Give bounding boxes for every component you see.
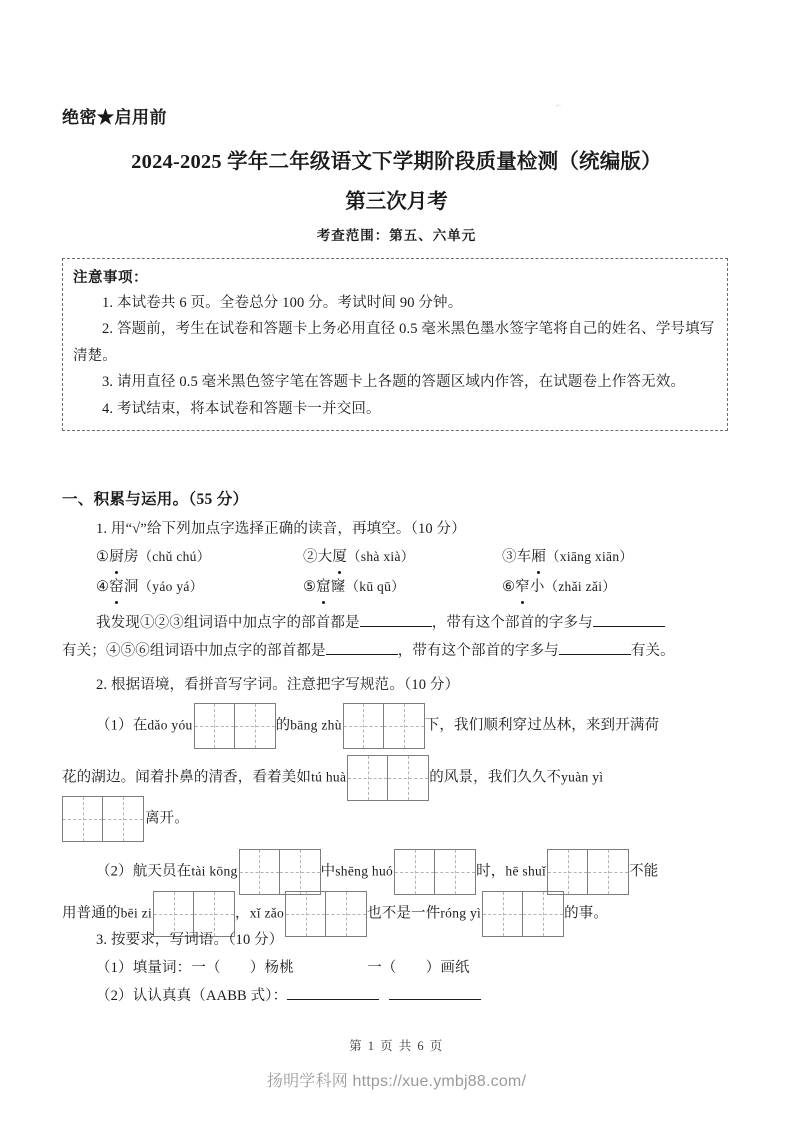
question-2-prompt: 2. 根据语境，看拼音写字词。注意把字写规范。（10 分）	[96, 677, 460, 693]
q2-p1-text6: 离开。	[145, 810, 189, 827]
q1-item-4-pinyin: （yáo yá）	[138, 579, 204, 594]
q2-p2-text8: 的事。	[564, 905, 609, 922]
q2-p2-pinyin-3: hē shuǐ	[505, 863, 547, 879]
q1-item-5-number: ⑤	[303, 579, 317, 595]
grid-cell[interactable]	[286, 892, 326, 936]
page-title: 2024-2025 学年二年级语文下学期阶段质量检测（统编版）	[131, 151, 662, 173]
q1-fill-line-a	[96, 611, 665, 636]
q1-fill-a-text2: ，带有这个部首的字多与	[431, 615, 593, 631]
question-1-prompt: 1. 用“√”给下列加点字选择正确的读音，再填空。（10 分）	[96, 521, 466, 537]
q2-p2-line1	[96, 849, 658, 895]
q3-sub-1: （1）填量词：一（ ）杨桃 一（ ）画纸	[96, 960, 470, 976]
grid-cell[interactable]	[63, 797, 103, 841]
q3-blank-1[interactable]	[287, 999, 379, 1000]
q2-p1-line2	[62, 755, 603, 801]
q1-item-1-dotted-char: 厨	[109, 545, 124, 570]
site-watermark: 扬明学科网 https://xue.ymbj88.com/	[266, 1073, 527, 1090]
notice-item: 2. 答题前，考生在试卷和答题卡上务必用直径 0.5 毫米黑色墨水签字笔将自己的姓名、学号填写清楚。	[73, 321, 715, 364]
q2-p1-text3: 下，我们顺利穿过丛林，来到开满荷	[424, 717, 660, 734]
q3-sub-2	[96, 984, 481, 1009]
grid-cell[interactable]	[523, 892, 563, 936]
q1-blank-4[interactable]	[559, 654, 631, 655]
q2-p2-label: （2）	[96, 863, 133, 880]
writing-grid[interactable]	[547, 849, 629, 895]
q1-item-4-word-rest: 洞	[123, 579, 139, 595]
grid-cell[interactable]	[384, 704, 424, 748]
q1-item-6-word-rest: 小	[529, 579, 545, 595]
grid-cell[interactable]	[326, 892, 366, 936]
q2-p2-pinyin-6: róng yì	[440, 905, 482, 921]
section-heading-one: 一、积累与运用。（55 分）	[62, 491, 249, 508]
q2-p2-text5: 用普通的	[62, 905, 121, 922]
q1-item-3-pinyin: （xiāng xiān）	[545, 549, 634, 564]
q2-p1-text5: 的风景，我们久久不	[429, 769, 562, 786]
q1-item-5	[303, 575, 405, 600]
grid-cell[interactable]	[395, 850, 435, 894]
writing-grid[interactable]	[347, 755, 429, 801]
writing-grid[interactable]	[285, 891, 367, 937]
q1-item-6-dotted-char: 窄	[515, 575, 530, 600]
page-subtitle: 第三次月考	[345, 191, 448, 213]
q1-item-3	[502, 545, 633, 570]
q2-p1-text4: 花的湖边。闻着扑鼻的清香，看着美如	[62, 769, 312, 786]
q2-p1-pinyin-1: dǎo yóu	[147, 717, 193, 733]
q1-item-3-number: ③	[502, 549, 517, 565]
q1-item-3-dotted-char: 厢	[531, 545, 546, 570]
q2-p1-pinyin-2: bāng zhù	[290, 717, 342, 733]
grid-cell[interactable]	[588, 850, 628, 894]
grid-cell[interactable]	[195, 704, 235, 748]
q2-p1-label: （1）	[96, 717, 133, 734]
q1-item-2	[303, 545, 415, 570]
writing-grid[interactable]	[482, 891, 564, 937]
grid-cell[interactable]	[388, 756, 428, 800]
q1-item-4	[96, 575, 203, 600]
notice-item: 1. 本试卷共 6 页。全卷总分 100 分。考试时间 90 分钟。	[102, 295, 463, 311]
q2-p2-text2: 中	[320, 863, 336, 880]
q1-item-6-number: ⑥	[502, 579, 516, 595]
q2-p1-text1: 在	[132, 717, 148, 734]
q1-item-4-number: ④	[96, 579, 110, 595]
q1-item-6-pinyin: （zhǎi zǎi）	[544, 579, 617, 594]
grid-cell[interactable]	[483, 892, 523, 936]
grid-cell[interactable]	[344, 704, 384, 748]
q1-item-1-word-rest: 房	[123, 549, 139, 565]
q1-fill-b-text2: ，带有这个部首的字多与	[397, 643, 559, 659]
q2-p2-pinyin-5: xǐ zǎo	[249, 905, 285, 921]
q1-item-2-pinyin: （shà xià）	[346, 549, 415, 564]
q2-p1-text2: 的	[275, 717, 291, 734]
q1-fill-b-text3: 有关。	[630, 643, 675, 659]
writing-grid[interactable]	[62, 796, 144, 842]
q3-blank-2[interactable]	[389, 999, 481, 1000]
grid-cell[interactable]	[103, 797, 143, 841]
q2-p1-line3	[62, 796, 189, 842]
page-corner-mark: ⌐	[556, 100, 562, 110]
q2-p1-pinyin-4: yuàn yì	[561, 769, 604, 785]
question-3-prompt: 3. 按要求，写词语。（10 分）	[96, 932, 284, 948]
q1-item-1	[96, 545, 211, 570]
q1-blank-2[interactable]	[593, 626, 665, 627]
notice-item: 3. 请用直径 0.5 毫米黑色签字笔在答题卡上各题的答题区域内作答，在试题卷上作答无效。	[102, 374, 686, 391]
exam-scope: 考查范围：第五、六单元	[316, 228, 477, 243]
q1-item-2-word-pre: 大	[317, 549, 333, 565]
grid-cell[interactable]	[240, 850, 280, 894]
q1-item-3-word-pre: 车	[516, 549, 532, 565]
q2-p2-text3: 时，	[476, 863, 506, 880]
writing-grid[interactable]	[194, 703, 276, 749]
q2-p2-pinyin-1: tài kōng	[191, 863, 238, 879]
q1-item-6	[502, 575, 616, 600]
q1-item-2-dotted-char: 厦	[332, 545, 347, 570]
q1-item-4-dotted-char: 窑	[109, 575, 124, 600]
secret-label: 绝密★启用前	[62, 108, 167, 127]
grid-cell[interactable]	[235, 704, 275, 748]
q1-fill-a-text1: 我发现①②③组词语中加点字的部首都是	[96, 615, 360, 631]
q3-sub-2-label: （2）认认真真（AABB 式）：	[96, 988, 288, 1004]
q2-p1-pinyin-3: tú huà	[311, 769, 347, 785]
q1-item-5-pinyin: （kū qū）	[345, 579, 405, 594]
q1-item-2-number: ②	[303, 549, 318, 565]
grid-cell[interactable]	[548, 850, 588, 894]
q1-item-1-number: ①	[96, 549, 110, 565]
q1-blank-1[interactable]	[360, 626, 432, 627]
page-number: 第 1 页 共 6 页	[349, 1039, 444, 1053]
q2-p2-text1: 航天员在	[132, 863, 192, 880]
q1-fill-b-text1: 有关；④⑤⑥组词语中加点字的部首都是	[62, 643, 326, 659]
q2-p2-pinyin-4: bēi zi	[120, 905, 153, 921]
q2-p1-line1	[96, 703, 659, 749]
grid-cell[interactable]	[348, 756, 388, 800]
q1-item-5-word-rest: 窿	[330, 579, 346, 595]
notice-box	[62, 258, 728, 431]
q1-item-1-pinyin: （chǔ chú）	[138, 549, 211, 564]
grid-cell[interactable]	[280, 850, 320, 894]
writing-grid[interactable]	[343, 703, 425, 749]
writing-grid[interactable]	[239, 849, 321, 895]
notice-item: 4. 考试结束，将本试卷和答题卡一并交回。	[102, 400, 381, 417]
q2-p2-text7: 也不是一件	[367, 905, 441, 922]
writing-grid[interactable]	[394, 849, 476, 895]
q1-fill-line-b	[62, 639, 675, 664]
q2-p2-text4: 不能	[629, 863, 659, 880]
q2-p2-pinyin-2: shēng huó	[335, 863, 394, 879]
grid-cell[interactable]	[435, 850, 475, 894]
notice-title: 注意事项：	[73, 270, 148, 286]
q1-blank-3[interactable]	[326, 654, 398, 655]
q2-p2-text6: ，	[235, 905, 250, 922]
q1-item-5-dotted-char: 窟	[316, 575, 331, 600]
